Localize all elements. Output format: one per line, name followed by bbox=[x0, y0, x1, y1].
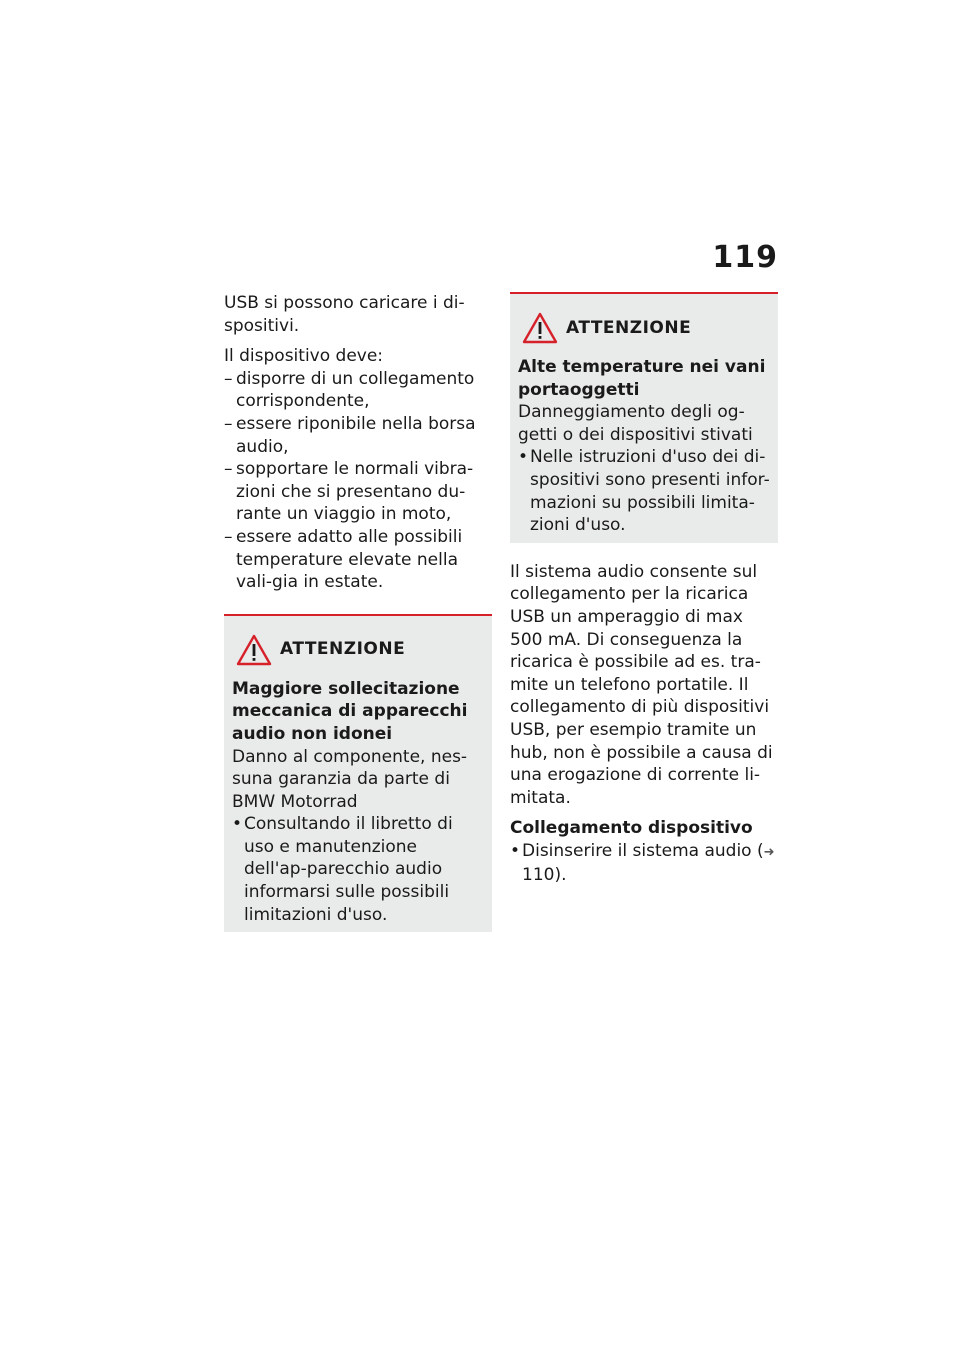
list-item: • Consultando il libretto di uso e manutenzione dell'ap-parecchio audio informarsi sulle possibili limitazioni d'uso. bbox=[232, 813, 484, 926]
warning-triangle-icon bbox=[522, 312, 558, 344]
list-item: – sopportare le normali vibra-zioni che si presentano du-rante un viaggio in moto, bbox=[224, 458, 492, 526]
warning-consequence: Danno al componente, nes-suna garanzia da parte di BMW Motorrad bbox=[232, 746, 468, 812]
list-item bbox=[510, 840, 778, 887]
list-item: – essere riponibile nella borsa audio, bbox=[224, 413, 492, 458]
warning-title: ATTENZIONE bbox=[566, 317, 692, 338]
warning-subject: Maggiore sollecitazione meccanica di apparecchi audio non idonei bbox=[232, 678, 468, 744]
warning-actions bbox=[518, 446, 770, 536]
requirements-list bbox=[224, 368, 492, 594]
left-column bbox=[224, 292, 492, 950]
page-number: 119 bbox=[712, 240, 778, 275]
warning-box bbox=[224, 614, 492, 933]
body-paragraph: Il sistema audio consente sul collegamento per la ricarica USB un amperaggio di max 500 mA. Di conseguenza la ricarica è possibile ad es. tra-mite un telefono portatile. Il collegamento di più dispositivi USB, per esempio tramite un hub, non è possibile a causa di una erogazione di corrente li-mitata. bbox=[510, 561, 773, 808]
list-item: – essere adatto alle possibili temperature elevate nella vali-gia in estate. bbox=[224, 526, 492, 594]
requirements-lead: Il dispositivo deve: bbox=[224, 346, 384, 367]
warning-header bbox=[518, 312, 770, 344]
arrow-right-icon: ➜ bbox=[763, 844, 775, 860]
warning-subject: Alte temperature nei vani portaoggetti bbox=[518, 357, 766, 400]
step-text: Disinserire il sistema audio bbox=[522, 840, 752, 861]
section-heading: Collegamento dispositivo bbox=[510, 818, 753, 839]
page-reference-link[interactable]: 110 bbox=[522, 865, 555, 886]
warning-actions bbox=[232, 813, 484, 926]
warning-consequence: Danneggiamento degli og-getti o dei dispositivi stivati bbox=[518, 402, 753, 445]
ref-open: ( bbox=[756, 840, 764, 861]
warning-header bbox=[232, 634, 484, 666]
intro-paragraph: USB si possono caricare i di-spositivi. bbox=[224, 293, 465, 336]
warning-triangle-icon bbox=[236, 634, 272, 666]
steps-list bbox=[510, 840, 778, 887]
warning-title: ATTENZIONE bbox=[280, 639, 406, 660]
right-column bbox=[510, 292, 778, 887]
list-item: • Nelle istruzioni d'uso dei di-spositivi sono presenti infor-mazioni su possibili limita-zioni d'uso. bbox=[518, 446, 770, 536]
ref-close: ). bbox=[554, 865, 567, 886]
warning-box bbox=[510, 292, 778, 543]
list-item: – disporre di un collegamento corrispondente, bbox=[224, 368, 492, 413]
